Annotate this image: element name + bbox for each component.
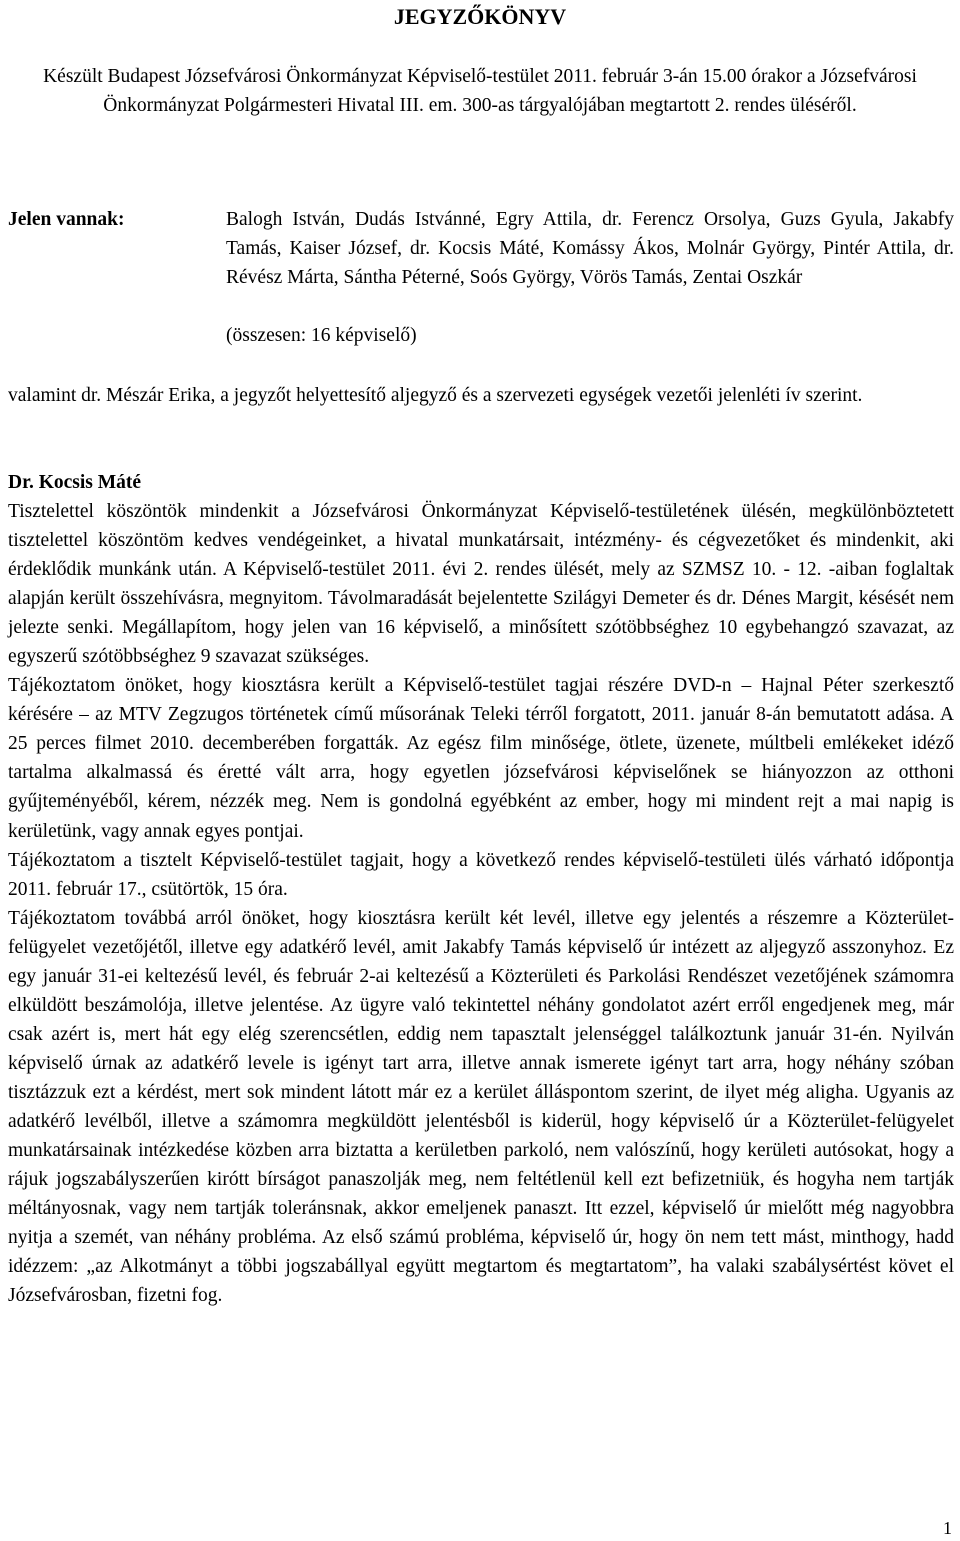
- page-number: 1: [943, 1518, 952, 1538]
- speech-paragraph: Tájékoztatom továbbá arról önöket, hogy kiosztásra került két levél, illetve egy jelentés a részemre a Közterület-felügyelet vezetőjétől, illetve egy adatkérő levél, amit Jakabfy Tamás képviselő úr intézett az aljegyző asszonyhoz. Ez egy január 31-ei keltezésű levél, és február 2-ai keltezésű a Közterületi és Parkolási Rendészet vezetőjének számomra elküldött beszámolója, illetve jelentése. Az ügyre való tekintettel néhány gondolatot azért erről engedjenek meg, már csak azért is, mert hát egy elég szerencsétlen, eddig nem tapasztalt jelenséggel találkoztunk január 31-én. Nyilván képviselő úrnak az adatkérő levele is igényt tart arra, illetve annak ismerete igényt tart arra, hogy néhány szóban tisztázzuk ezt a kérdést, mert sok mindent látott már ez a kerület álláspontom szerint, de ilyet még aligha. Ugyanis az adatkérő levélből, illetve a számomra megküldött jelentésből is kiderül, hogy képviselő úr a Közterület-felügyelet munkatársainak intézkedése közben arra biztatta a kerületben parkoló, nem valószínű, hogy kerületi autósokat, hogy a rájuk jogszabályszerűen kirótt bírságot panaszolják meg, nem feltétlenül kell ezt befizetniük, és hogyha nem tartják méltányosnak, vagy nem tartják toleránsnak, akkor emeljenek panaszt. Itt ezzel, képviselő úr mielőtt még nagyobbra nyitja a szemét, van néhány probléma. Az első számú probléma, képviselő úr, hogy ön nem tett mást, minthogy, hadd idézzem: „az Alkotmányt a többi jogszabállyal együtt megtartom és megtartatom”, ha valaki szabálysértést követ el Józsefvárosban, fizetni fog.: [8, 907, 954, 1307]
- document-title: JEGYZŐKÖNYV: [393, 4, 567, 29]
- present-total: (összesen: 16 képviselő): [226, 325, 417, 346]
- present-names: Balogh István, Dudás Istvánné, Egry Attila, dr. Ferencz Orsolya, Guzs Gyula, Jakabfy Tamás, Kaiser József, dr. Kocsis Máté, Komássy Ákos, Molnár György, Pintér Attila, dr. Révész Márta, Sántha Péterné, Soós György, Vörös Tamás, Zentai Oszkár: [226, 209, 954, 288]
- speaker-name: Dr. Kocsis Máté: [8, 472, 142, 493]
- speech-paragraph: Tájékoztatom a tisztelt Képviselő-testület tagjait, hogy a következő rendes képviselő-testületi ülés várható időpontja 2011. február 17., csütörtök, 15 óra.: [8, 849, 954, 900]
- speech-paragraph: Tájékoztatom önöket, hogy kiosztásra került a Képviselő-testület tagjai részére DVD-n – Hajnal Péter szerkesztő kérésére – az MTV Zegzugos történetek című műsorának Teleki térről forgatott, 2011. január 8-án bemutatott adása. A 25 perces filmet 2010. decemberében forgatták. Az egész film minősége, ötlete, üzenete, múltbeli emlékeket idéző tartalma alkalmassá és éretté vált arra, hogy egyetlen józsefvárosi képviselőnek se hiányozzon az otthoni gyűjteményéből, kérem, nézzék meg. Nem is gondolná egyébként az ember, hogy mi mindent rejt a mai napig is kerületünk, vagy annak egyes pontjai.: [8, 675, 954, 842]
- also-present: valamint dr. Mészár Erika, a jegyzőt helyettesítő aljegyző és a szervezeti egységek vezetői jelenléti ív szerint.: [8, 385, 863, 406]
- present-label: Jelen vannak:: [8, 209, 125, 230]
- speech-paragraph: Tisztelettel köszöntök mindenkit a Józsefvárosi Önkormányzat Képviselő-testületének ülésén, megkülönböztetett tisztelettel köszöntöm kedves vendégeinket, a hivatal munkatársait, intézmény- és cégvezetőket és mindenkit, aki érdeklődik munkánk után. A Képviselő-testület 2011. évi 2. rendes ülését, mely az SZMSZ 10. - 12. -aiban foglaltak alapján került összehívásra, megnyitom. Távolmaradását bejelentette Szilágyi Demeter és dr. Dénes Margit, késését nem jelezte senki. Megállapítom, hogy jelen van 16 képviselő, a minősített szótöbbséghez 10 egybehangzó szavazat, az egyszerű szótöbbséghez 9 szavazat szükséges.: [8, 501, 954, 668]
- speech-body: [8, 497, 954, 1310]
- document-intro: Készült Budapest Józsefvárosi Önkormányzat Képviselő-testület 2011. február 3-án 15.00 órakor a Józsefvárosi Önkormányzat Polgármesteri Hivatal III. em. 300-as tárgyalójában megtartott 2. rendes üléséről.: [43, 66, 917, 116]
